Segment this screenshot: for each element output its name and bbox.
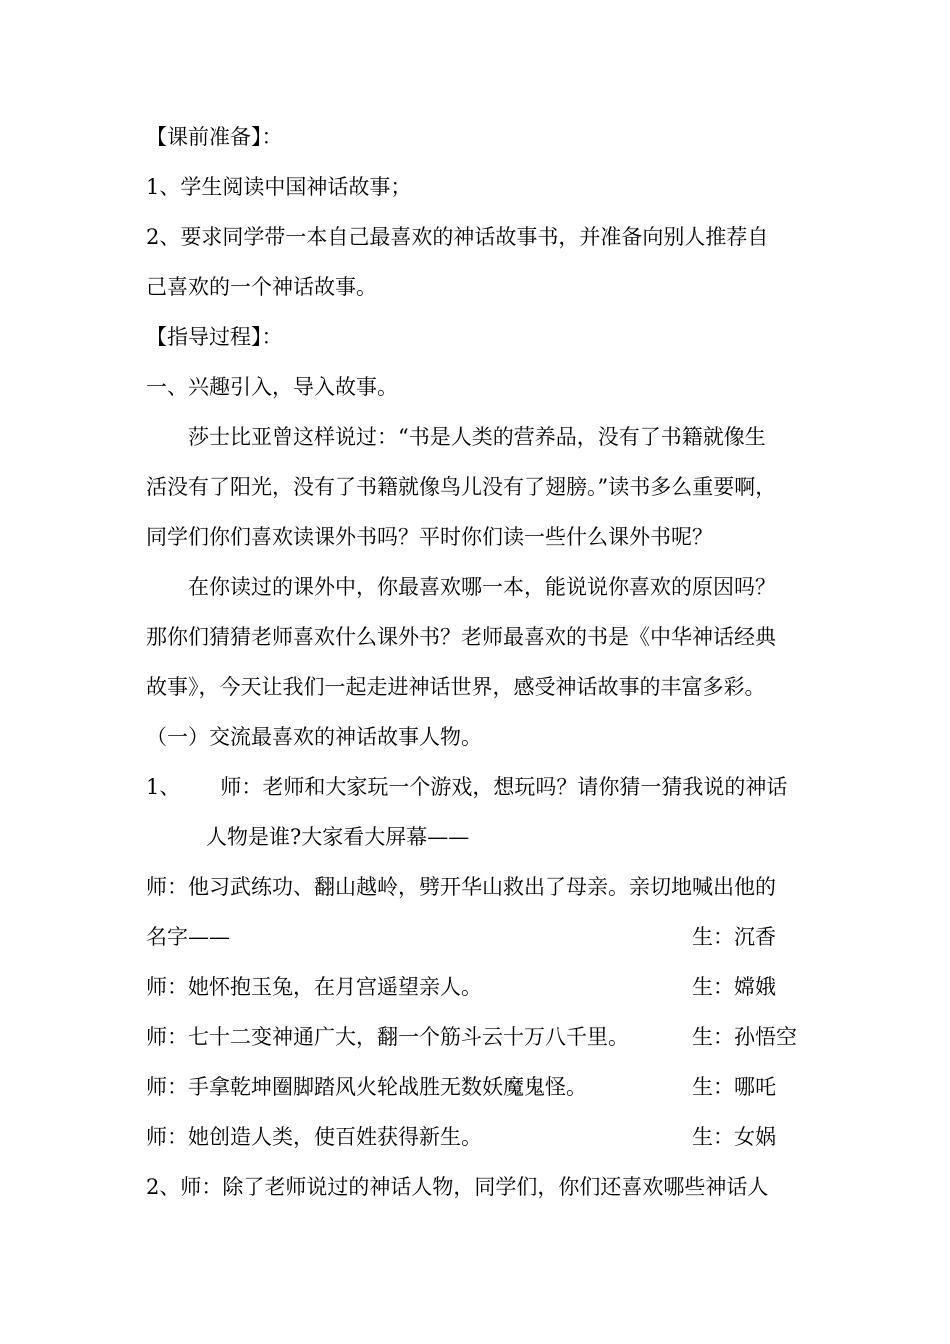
answer-2: 生：嫦娥: [692, 975, 776, 999]
item-1-number: 1、: [146, 775, 181, 799]
prep-item-2-line-1: 2、要求同学带一本自己最喜欢的神话故事书，并准备向别人推荐自: [146, 225, 769, 249]
prep-item-1: 1、学生阅读中国神话故事；: [146, 175, 412, 199]
answer-3: 生：孙悟空: [692, 1025, 797, 1049]
question-1-line-1: 师：他习武练功、翻山越岭，劈开华山救出了母亲。亲切地喊出他的: [146, 875, 776, 899]
answer-1: 生：沉香: [692, 925, 776, 949]
answer-4: 生：哪吒: [692, 1075, 776, 1099]
prep-heading: 【课前准备】：: [146, 125, 283, 149]
paragraph-1-line-2: 活没有了阳光，没有了书籍就像鸟儿没有了翅膀。”读书多么重要啊，: [146, 475, 777, 499]
dialogue-row-2: [146, 972, 810, 1002]
paragraph-1-line-1: 莎士比亚曾这样说过：“书是人类的营养品，没有了书籍就像生: [188, 425, 766, 449]
dialogue-row-4: [146, 1072, 810, 1102]
dialogue-row-1: [146, 922, 810, 952]
item-1-line-2: 人物是谁?大家看大屏幕——: [206, 825, 470, 849]
dialogue-row-5: [146, 1122, 810, 1152]
question-3: 师：七十二变神通广大，翻一个筋斗云十万八千里。: [146, 1025, 629, 1049]
paragraph-2-line-1: 在你读过的课外中，你最喜欢哪一本，能说说你喜欢的原因吗？: [188, 575, 776, 599]
paragraph-2-line-3: 故事》，今天让我们一起走进神话世界，感受神话故事的丰富多彩。: [146, 675, 766, 699]
subsection-1-heading: （一）交流最喜欢的神话故事人物。: [146, 725, 482, 749]
question-4: 师：手拿乾坤圈脚踏风火轮战胜无数妖魔鬼怪。: [146, 1075, 587, 1099]
paragraph-2-line-2: 那你们猜猜老师喜欢什么课外书？老师最喜欢的书是《中华神话经典: [146, 625, 776, 649]
item-1-text: 师：老师和大家玩一个游戏，想玩吗？请你猜一猜我说的神话: [220, 775, 788, 799]
answer-5: 生：女娲: [692, 1125, 776, 1149]
process-heading: 【指导过程】：: [146, 325, 283, 349]
question-2: 师：她怀抱玉兔，在月宫遥望亲人。: [146, 975, 482, 999]
step-1-heading: 一、兴趣引入，导入故事。: [146, 375, 398, 399]
dialogue-row-3: [146, 1022, 810, 1052]
paragraph-1-line-3: 同学们你们喜欢读课外书吗？平时你们读一些什么课外书呢？: [146, 525, 713, 549]
prep-item-2-line-2: 己喜欢的一个神话故事。: [146, 275, 377, 299]
item-1-line-1: [146, 772, 810, 802]
question-1-line-2: 名字——: [146, 925, 230, 949]
question-5: 师：她创造人类，使百姓获得新生。: [146, 1125, 482, 1149]
item-2-line-1: 2、师：除了老师说过的神话人物，同学们，你们还喜欢哪些神话人: [146, 1175, 769, 1199]
